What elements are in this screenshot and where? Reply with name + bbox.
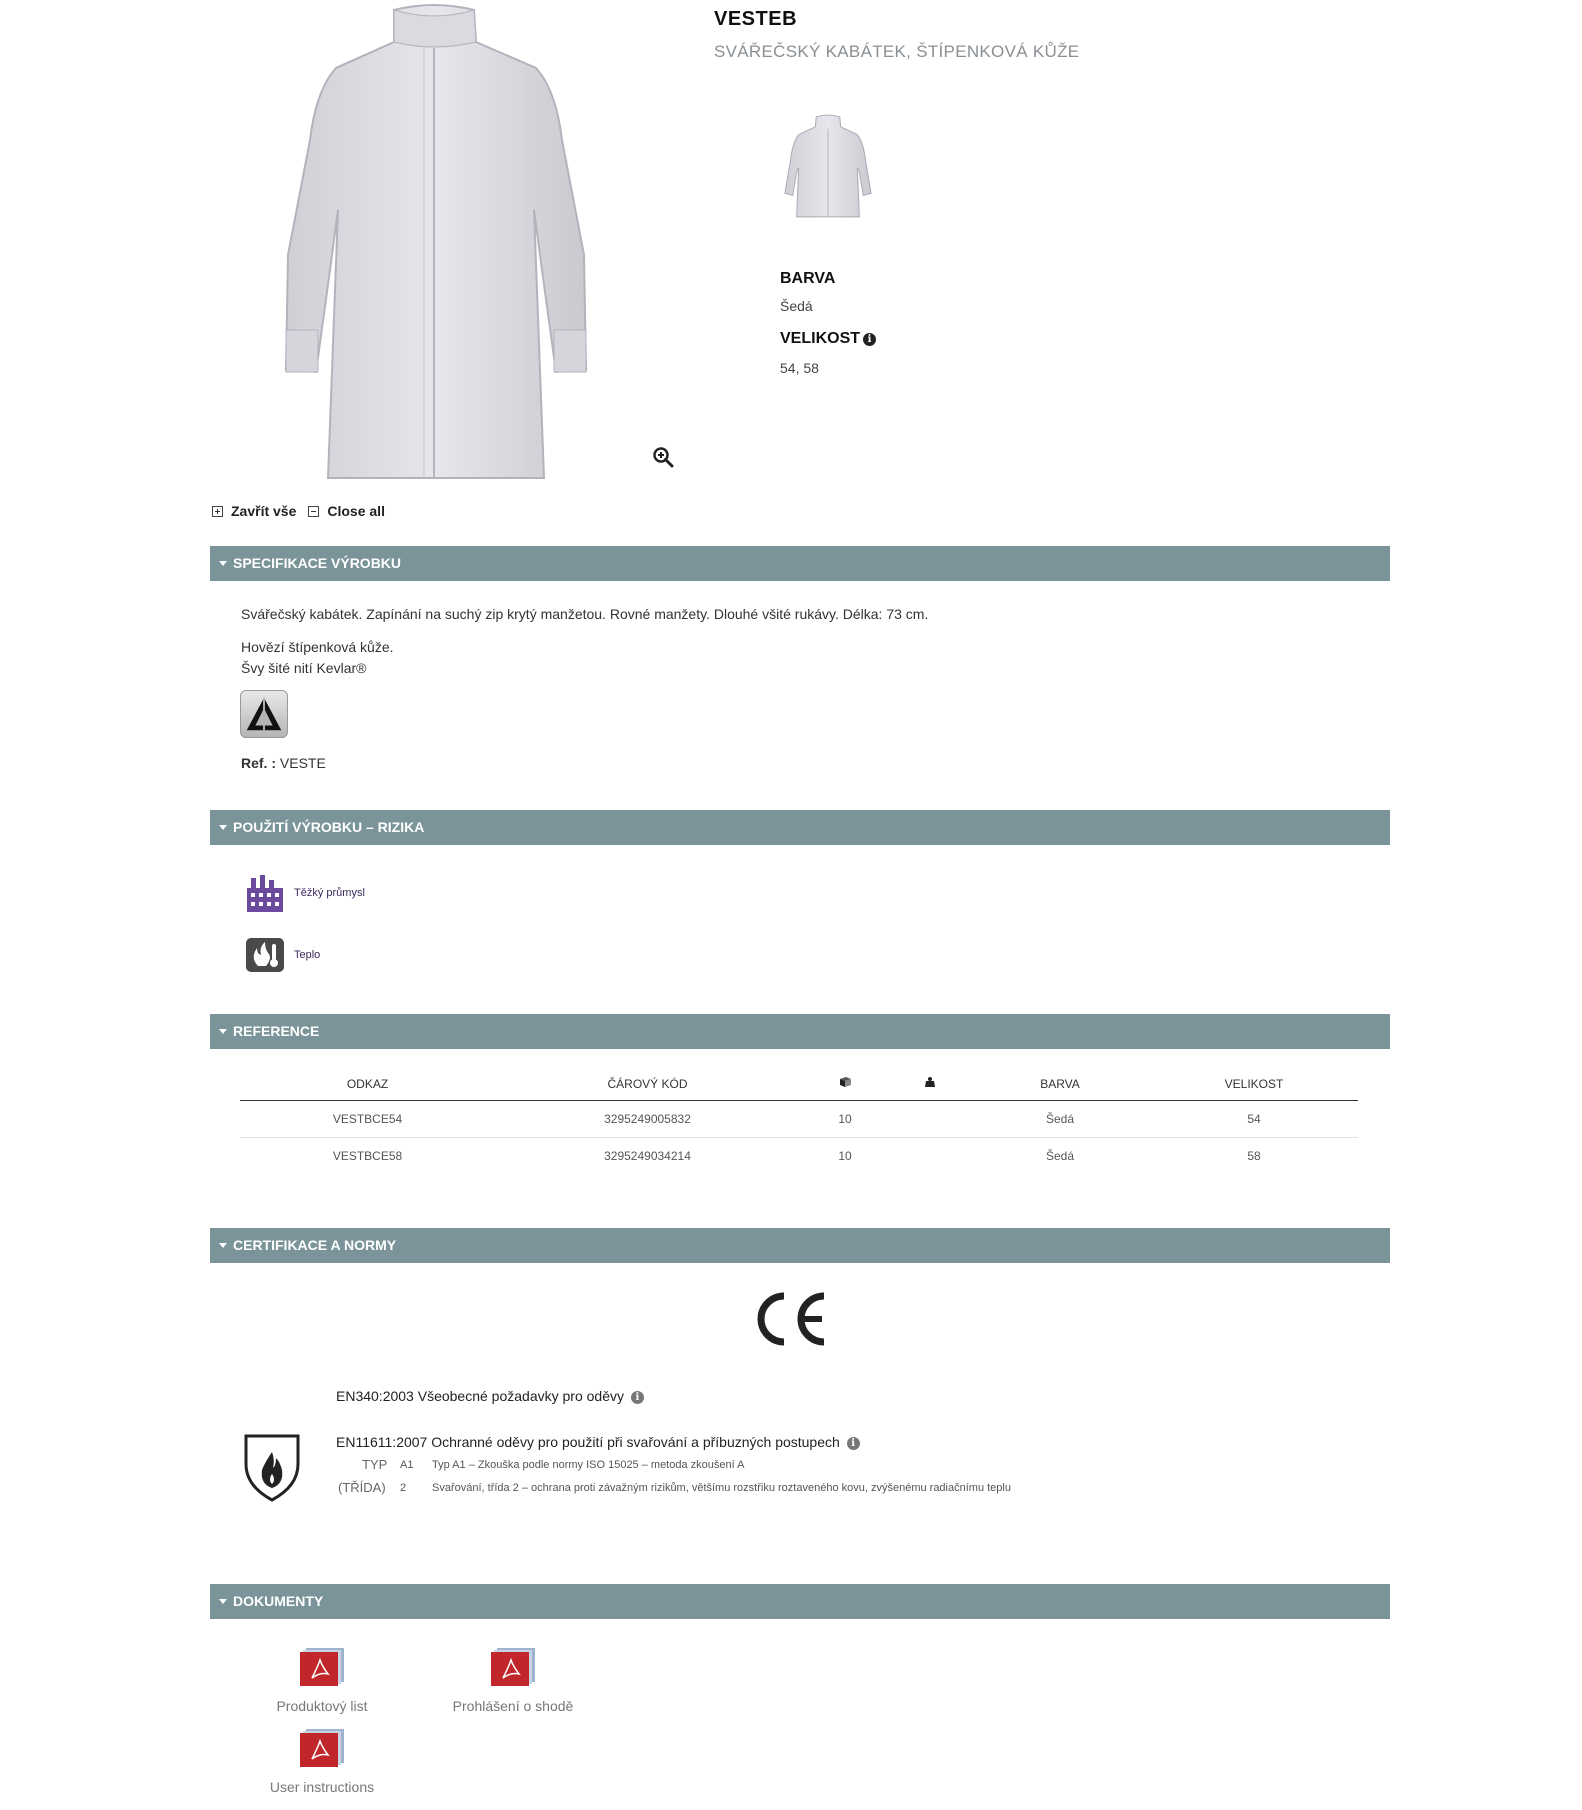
cell-size: 54 — [1150, 1100, 1358, 1137]
caret-down-icon — [219, 561, 227, 566]
col-weight — [890, 1068, 970, 1100]
norm-class-value: 2 — [400, 1482, 407, 1494]
heat-icon — [244, 934, 286, 976]
section-docs-header[interactable]: DOKUMENTY — [210, 1584, 1390, 1619]
weight-icon — [924, 1076, 936, 1088]
size-value: 54, 58 — [780, 360, 819, 376]
close-all-toggle[interactable]: Close all — [308, 503, 385, 519]
spec-description: Svářečský kabátek. Zapínání na suchý zip krytý manžetou. Rovné manžety. Dlouhé všité rukávy. Délka: 73 cm. — [241, 606, 929, 622]
caret-down-icon — [219, 825, 227, 830]
spec-material: Hovězí štípenková kůže. — [241, 639, 394, 655]
norm-class-key: (TŘÍDA) — [338, 1480, 386, 1495]
col-box — [800, 1068, 890, 1100]
cell-weight — [890, 1137, 970, 1174]
norm-en11611: EN11611:2007 Ochranné oděvy pro použití při svařování a příbuzných postupech i — [336, 1434, 860, 1450]
cell-barcode: 3295249034214 — [604, 1148, 691, 1163]
spec-ref: Ref. : VESTE — [241, 755, 326, 771]
open-all-toggle[interactable]: Zavřít vše — [212, 503, 296, 519]
cell-color: Šedá — [1045, 1148, 1075, 1163]
cell-box: 10 — [800, 1100, 890, 1137]
norm-en340: EN340:2003 Všeobecné požadavky pro oděvy i — [336, 1388, 644, 1404]
reference-table — [240, 1068, 1358, 1174]
norm-class-desc: Svařování, třída 2 – ochrana proti závažným rizikům, většímu rozstřiku roztaveného kovu, zvýšenému radiačnímu teplu — [432, 1482, 1011, 1494]
pdf-icon — [298, 1646, 346, 1688]
info-icon[interactable]: i — [863, 333, 876, 346]
zoom-icon[interactable] — [652, 446, 674, 468]
risk-heavy-industry[interactable] — [244, 872, 365, 914]
caret-down-icon — [219, 1243, 227, 1248]
col-color: BARVA — [970, 1068, 1150, 1100]
cell-odkaz: VESTBCE54 — [240, 1100, 495, 1137]
product-title: VESTEB — [714, 8, 798, 30]
table-header-row — [240, 1068, 1358, 1100]
norm-typ-desc: Typ A1 – Zkouška podle normy ISO 15025 – metoda zkoušení A — [432, 1459, 745, 1471]
caret-down-icon — [219, 1599, 227, 1604]
box-icon — [839, 1076, 852, 1088]
doc-user-instructions[interactable] — [242, 1727, 402, 1795]
flame-shield-icon — [242, 1430, 302, 1502]
section-certs-header[interactable]: CERTIFIKACE A NORMY — [210, 1228, 1390, 1263]
pdf-icon — [489, 1646, 537, 1688]
risk-label: Těžký průmysl — [294, 887, 365, 899]
product-thumbnail[interactable] — [780, 110, 876, 220]
doc-label: User instructions — [269, 1779, 375, 1795]
risk-label: Teplo — [294, 949, 321, 961]
cell-weight — [890, 1100, 970, 1137]
cell-color: Šedá — [970, 1100, 1150, 1137]
doc-label: Prohlášení o shodě — [452, 1698, 574, 1714]
pdf-icon — [298, 1727, 346, 1769]
color-value: Šedá — [780, 298, 813, 314]
doc-product-sheet[interactable] — [242, 1646, 402, 1714]
cell-barcode: 3295249005832 — [495, 1100, 800, 1137]
doc-declaration[interactable] — [433, 1646, 593, 1714]
table-row — [240, 1100, 1358, 1137]
info-icon[interactable]: i — [847, 1437, 860, 1450]
doc-label: Produktový list — [276, 1698, 368, 1714]
table-row — [240, 1137, 1358, 1174]
col-size: VELIKOST — [1150, 1068, 1358, 1100]
accordion-toggles — [212, 503, 397, 519]
info-icon[interactable]: i — [631, 1391, 644, 1404]
size-label: VELIKOST i — [780, 330, 876, 348]
spec-seams: Švy šité nití Kevlar® — [241, 660, 367, 676]
caret-down-icon — [219, 1029, 227, 1034]
cell-size: 58 — [1247, 1148, 1261, 1163]
product-image — [244, 0, 664, 480]
product-subtitle: SVÁŘEČSKÝ KABÁTEK, ŠTÍPENKOVÁ KŮŽE — [714, 42, 1080, 61]
color-label: BARVA — [780, 270, 836, 287]
section-spec-header[interactable]: SPECIFIKACE VÝROBKU — [210, 546, 1390, 581]
col-barcode: ČÁROVÝ KÓD — [495, 1068, 800, 1100]
cell-box: 10 — [838, 1148, 852, 1163]
norm-typ-key: TYP — [362, 1457, 388, 1472]
ce-mark-icon — [752, 1290, 828, 1348]
factory-icon — [244, 872, 286, 914]
expand-icon — [212, 506, 223, 517]
section-usage-header[interactable]: POUŽITÍ VÝROBKU – RIZIKA — [210, 810, 1390, 845]
cell-odkaz: VESTBCE58 — [332, 1148, 403, 1163]
norm-typ-value: A1 — [400, 1459, 414, 1471]
section-reference-header[interactable]: REFERENCE — [210, 1014, 1390, 1049]
risk-heat[interactable] — [244, 934, 320, 976]
col-odkaz: ODKAZ — [240, 1068, 495, 1100]
brand-logo-icon — [240, 690, 288, 738]
collapse-icon — [308, 506, 319, 517]
